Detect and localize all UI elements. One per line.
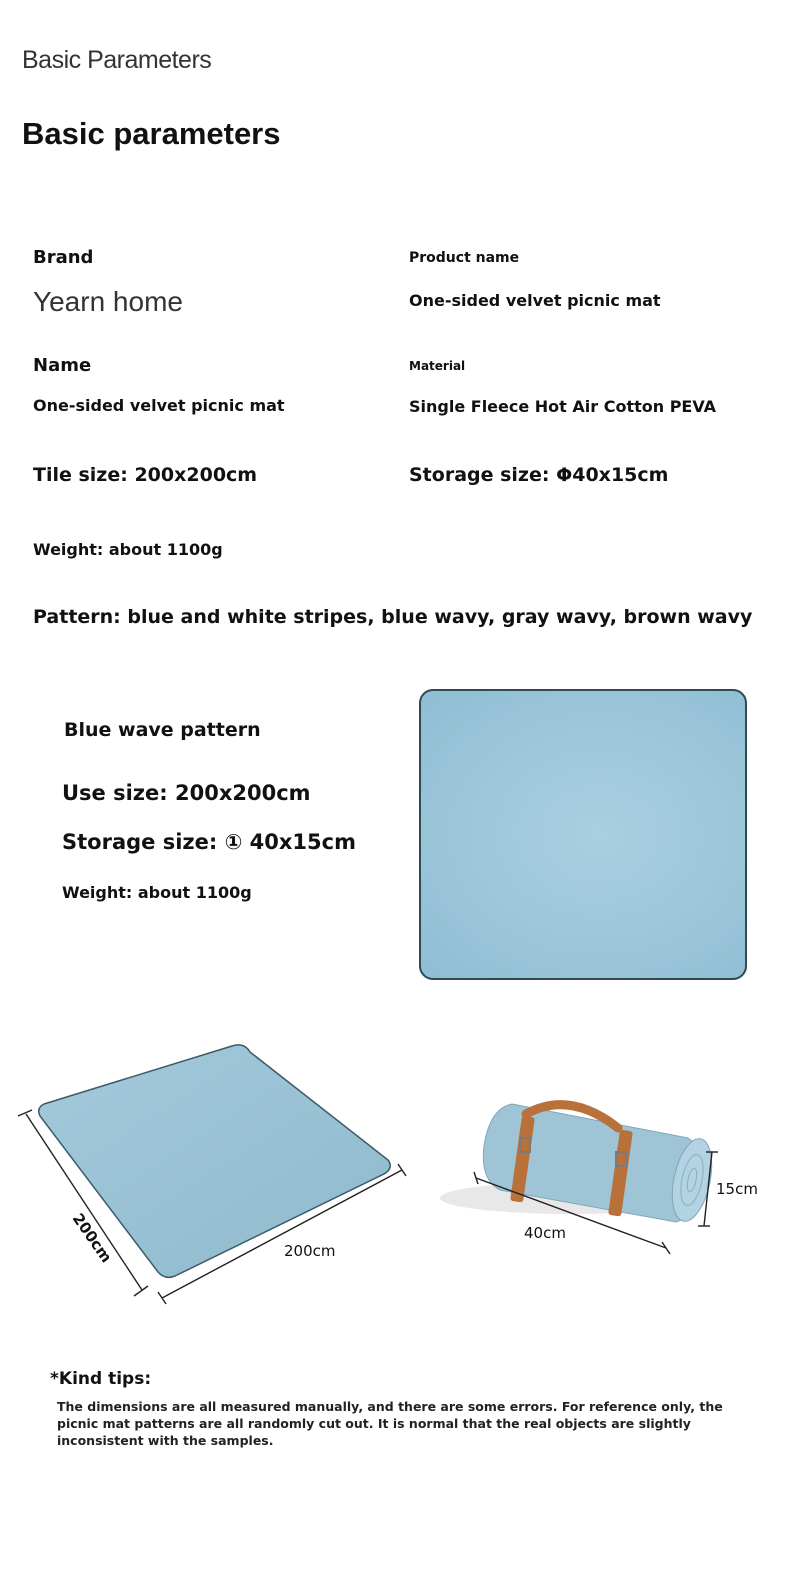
kind-tips-title: *Kind tips: — [50, 1369, 152, 1389]
tips-line: The dimensions are all measured manually, and there are some errors. For reference only, the — [57, 1399, 723, 1414]
mat-swatch-image — [419, 689, 747, 980]
tips-line: picnic mat patterns are all randomly cut out. It is normal that the real objects are slightly — [57, 1416, 691, 1431]
product-name-label: Product name — [409, 250, 520, 266]
kind-tips-body — [57, 1398, 737, 1449]
flat-mat-illustration — [0, 1030, 420, 1310]
pattern-list: Pattern: blue and white stripes, blue wavy, gray wavy, brown wavy — [33, 606, 753, 628]
variant-use-size: Use size: 200x200cm — [62, 781, 311, 805]
page-title: Basic parameters — [22, 116, 281, 151]
name-label: Name — [33, 355, 92, 376]
rolled-diameter-label: 15cm — [716, 1180, 758, 1198]
section-label: Basic Parameters — [22, 46, 212, 74]
material-value: Single Fleece Hot Air Cotton PEVA — [409, 397, 717, 416]
name-value: One-sided velvet picnic mat — [33, 396, 285, 415]
brand-value: Yearn home — [33, 286, 183, 317]
flat-bottom-label: 200cm — [284, 1242, 336, 1260]
variant-name: Blue wave pattern — [64, 719, 261, 741]
variant-storage-size: Storage size: ① 40x15cm — [62, 830, 356, 854]
weight: Weight: about 1100g — [33, 540, 223, 559]
variant-weight: Weight: about 1100g — [62, 883, 252, 902]
tips-line: inconsistent with the samples. — [57, 1433, 274, 1448]
rolled-mat-illustration — [430, 1090, 775, 1265]
tile-size: Tile size: 200x200cm — [33, 464, 258, 486]
material-label: Material — [409, 359, 466, 373]
rolled-length-label: 40cm — [524, 1224, 566, 1242]
flat-side-label: 200cm — [68, 1209, 116, 1267]
brand-label: Brand — [33, 247, 94, 268]
product-name-value: One-sided velvet picnic mat — [409, 291, 661, 310]
storage-size: Storage size: Φ40x15cm — [409, 464, 669, 486]
